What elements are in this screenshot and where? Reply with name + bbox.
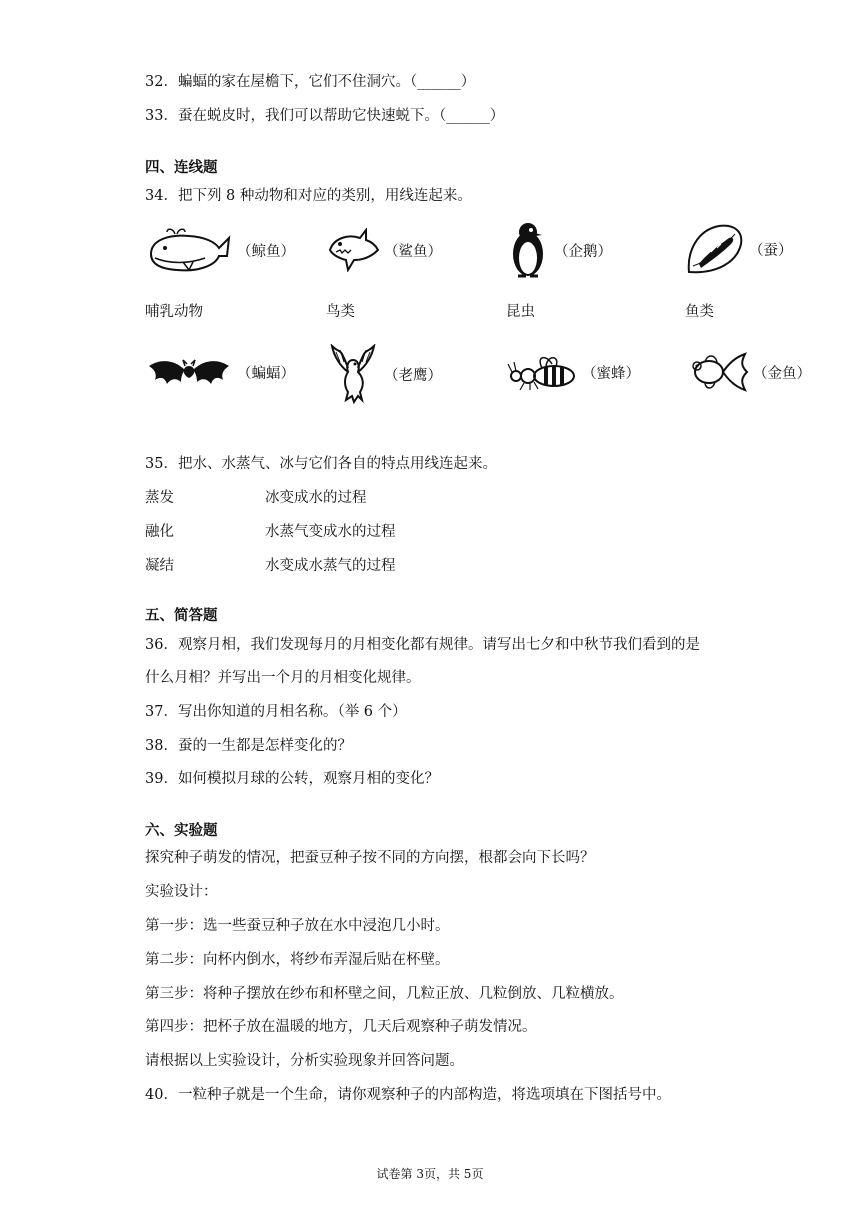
shark-icon [326,228,380,272]
experiment-step-4: 第四步：把杯子放在温暖的地方，几天后观察种子萌发情况。 [145,1019,537,1035]
question-33: 33．蚕在蜕皮时，我们可以帮助它快速蜕下。（______） [145,108,505,124]
question-36-line2: 什么月相？并写出一个月的月相变化规律。 [145,670,421,686]
animal-bat [145,352,295,392]
animal-whale [145,226,295,274]
question-38: 38．蚕的一生都是怎样变化的？ [145,738,352,754]
category-fish: 鱼类 [685,304,714,320]
silkworm-icon [685,222,745,276]
animal-penguin [506,220,612,280]
match-right-3: 水变成水蒸气的过程 [265,558,396,574]
experiment-instruction: 请根据以上实验设计，分析实验现象并回答问题。 [145,1053,464,1069]
whale-icon [145,226,233,274]
category-insect: 昆虫 [506,304,535,320]
question-39: 39．如何模拟月球的公转，观察月相的变化？ [145,771,439,787]
experiment-step-3: 第三步：将种子摆放在纱布和杯壁之间，几粒正放、几粒倒放、几粒横放。 [145,986,624,1002]
animal-label: （企鹅） [554,243,612,260]
experiment-design: 实验设计： [145,884,218,900]
animal-eagle [326,344,442,404]
question-34: 34．把下列 8 种动物和对应的类别，用线连起来。 [145,188,472,204]
category-mammal: 哺乳动物 [145,304,203,320]
question-40: 40．一粒种子就是一个生命，请你观察种子的内部构造，将选项填在下图括号中。 [145,1087,671,1103]
animal-label: （蜜蜂） [582,365,640,382]
animal-shark [326,228,442,272]
experiment-step-2: 第二步：向杯内倒水，将纱布弄湿后贴在杯壁。 [145,952,450,968]
section-heading-short-answer: 五、简答题 [145,607,218,624]
bee-icon [506,352,578,392]
match-left-2: 融化 [145,524,174,540]
question-36-line1: 36．观察月相，我们发现每月的月相变化都有规律。请写出七夕和中秋节我们看到的是 [145,637,700,653]
experiment-step-1: 第一步：选一些蚕豆种子放在水中浸泡几小时。 [145,918,450,934]
penguin-icon [506,220,550,280]
animal-label: （老鹰） [384,367,442,384]
animal-bee [506,352,640,392]
match-left-3: 凝结 [145,558,174,574]
animal-label: （鲸鱼） [237,243,295,260]
animal-silkworm [685,222,793,276]
question-32: 32．蝙蝠的家在屋檐下，它们不住洞穴。（______） [145,74,476,90]
match-right-2: 水蒸气变成水的过程 [265,524,396,540]
animal-label: （金鱼） [753,365,811,382]
category-bird: 鸟类 [326,304,355,320]
animal-goldfish [685,350,811,394]
goldfish-icon [685,350,749,394]
match-left-1: 蒸发 [145,490,174,506]
section-heading-experiment: 六、实验题 [145,822,218,839]
match-right-1: 冰变成水的过程 [265,490,367,506]
question-37: 37．写出你知道的月相名称。（举 6 个） [145,704,407,720]
animal-label: （蚕） [749,242,793,259]
experiment-intro: 探究种子萌发的情况，把蚕豆种子按不同的方向摆，根都会向下长吗？ [145,850,595,866]
animal-label: （鲨鱼） [384,243,442,260]
section-heading-matching: 四、连线题 [145,159,218,176]
question-35: 35．把水、水蒸气、冰与它们各自的特点用线连起来。 [145,456,497,472]
animal-label: （蝙蝠） [237,365,295,382]
eagle-icon [326,344,380,404]
bat-icon [145,352,233,392]
page-footer: 试卷第 3页，共 5页 [376,1167,484,1181]
